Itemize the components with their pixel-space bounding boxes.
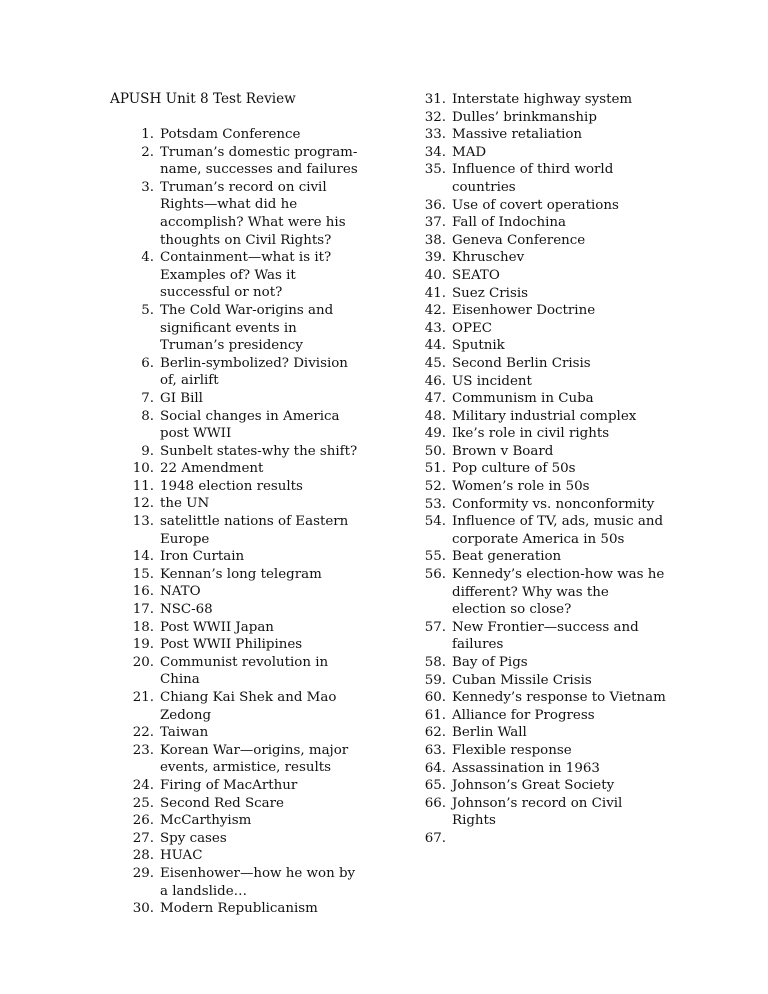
item-number: 4. (141, 250, 154, 266)
item-text: Firing of MacArthur (160, 777, 298, 793)
list-item (110, 795, 360, 813)
item-number: 37. (424, 215, 446, 231)
item-text: Berlin-symbolized? Division of, airlift (160, 355, 348, 389)
list-item (110, 355, 360, 390)
item-number: 43. (424, 320, 446, 336)
list-item (110, 144, 360, 179)
item-number: 57. (424, 619, 446, 635)
item-number: 20. (132, 654, 154, 670)
item-number: 16. (132, 584, 154, 600)
list-item (110, 636, 360, 654)
list-item (110, 548, 360, 566)
list-item (110, 179, 360, 249)
list-item (110, 742, 360, 777)
item-text: HUAC (160, 848, 203, 864)
item-text: Korean War—origins, major events, armistice, results (160, 742, 349, 776)
list-item (416, 443, 666, 461)
list-item (416, 390, 666, 408)
item-text: Ike’s role in civil rights (452, 426, 610, 442)
item-text: SEATO (452, 267, 500, 283)
item-number: 21. (132, 690, 154, 705)
item-text: Pop culture of 50s (452, 461, 576, 477)
list-item (416, 619, 666, 654)
item-number: 15. (132, 566, 154, 582)
item-number: 12. (132, 496, 154, 512)
list-item (416, 109, 666, 127)
list-item (416, 161, 666, 196)
list-item (416, 355, 666, 373)
item-number: 55. (424, 549, 446, 565)
item-text: Spy cases (160, 830, 227, 846)
item-number: 54. (424, 514, 446, 530)
list-item (416, 566, 666, 619)
item-number: 7. (141, 390, 154, 406)
item-number: 35. (424, 162, 446, 178)
item-text: Johnson’s record on Civil Rights (452, 795, 623, 829)
list-item (110, 126, 360, 144)
item-number: 31. (424, 92, 446, 107)
list-item (416, 320, 666, 338)
item-number: 30. (132, 901, 154, 917)
item-number: 50. (424, 443, 446, 459)
item-number: 64. (424, 760, 446, 776)
item-number: 1. (141, 127, 154, 142)
list-item (416, 478, 666, 496)
list-item (416, 91, 666, 109)
item-number: 58. (424, 655, 446, 670)
list-item (416, 267, 666, 285)
item-number: 40. (424, 267, 446, 283)
list-item (416, 144, 666, 162)
item-text: Conformity vs. nonconformity (452, 496, 655, 512)
item-number: 66. (424, 795, 446, 811)
item-text: Use of covert operations (452, 197, 619, 213)
list-item (110, 812, 360, 830)
item-text: Containment—what is it? Examples of? Was it successful or not? (160, 250, 332, 301)
list-item (110, 408, 360, 443)
item-number: 23. (132, 742, 154, 758)
item-text: Bay of Pigs (452, 655, 528, 670)
list-item (416, 197, 666, 215)
item-text: Iron Curtain (160, 549, 245, 565)
item-text: Women’s role in 50s (452, 479, 590, 495)
item-number: 39. (424, 250, 446, 266)
list-item (110, 619, 360, 637)
review-list-right (416, 91, 666, 848)
item-number: 22. (132, 725, 154, 741)
list-item (416, 513, 666, 548)
item-text: satelittle nations of Eastern Europe (160, 514, 349, 547)
item-number: 44. (424, 338, 446, 354)
item-text: Kennedy’s election-how was he different? Why was the election so close? (452, 567, 665, 618)
list-item (416, 460, 666, 478)
item-text: Interstate highway system (452, 92, 633, 107)
list-item (110, 390, 360, 408)
list-item (110, 478, 360, 496)
item-text: OPEC (452, 320, 493, 336)
item-number: 3. (141, 179, 154, 195)
list-item (416, 724, 666, 742)
list-item (110, 830, 360, 848)
item-number: 18. (132, 619, 154, 635)
item-text: Second Red Scare (160, 795, 284, 811)
item-text: the UN (160, 496, 210, 512)
item-text: NATO (160, 584, 201, 600)
item-number: 53. (424, 496, 446, 512)
item-text: Influence of third world countries (452, 162, 614, 195)
item-text: Communist revolution in China (160, 654, 329, 688)
list-item (416, 214, 666, 232)
item-number: 51. (424, 461, 446, 477)
list-item (416, 777, 666, 795)
list-item (416, 707, 666, 725)
item-number: 36. (424, 197, 446, 213)
item-text: The Cold War-origins and significant events in Truman’s presidency (160, 302, 334, 354)
item-text: Truman’s record on civil Rights—what did he accomplish? What were his thoughts on Civil Rights? (160, 179, 346, 248)
item-number: 62. (424, 725, 446, 741)
item-number: 56. (424, 567, 446, 583)
item-text: Assassination in 1963 (452, 760, 600, 776)
list-item (416, 232, 666, 250)
item-text: Eisenhower Doctrine (452, 303, 596, 319)
item-number: 6. (141, 355, 154, 371)
list-item (110, 777, 360, 795)
list-item (416, 795, 666, 830)
item-text: Eisenhower—how he won by a landslide… (160, 865, 356, 899)
item-text: Sunbelt states-why the shift? (160, 443, 358, 459)
item-number: 59. (424, 672, 446, 688)
item-number: 61. (424, 707, 446, 723)
item-number: 9. (141, 443, 154, 459)
list-item (110, 443, 360, 461)
item-text: Communism in Cuba (452, 391, 594, 407)
list-item (416, 249, 666, 267)
item-text: Modern Republicanism (160, 901, 318, 917)
list-item (110, 460, 360, 478)
item-text: Taiwan (160, 725, 209, 741)
item-text: Alliance for Progress (452, 707, 595, 723)
item-number: 13. (132, 514, 154, 530)
item-text: Suez Crisis (452, 285, 528, 301)
item-text: McCarthyism (160, 813, 252, 829)
list-item (416, 425, 666, 443)
item-number: 26. (132, 813, 154, 829)
item-text: Chiang Kai Shek and Mao Zedong (160, 690, 337, 723)
list-item (110, 495, 360, 513)
item-number: 49. (424, 426, 446, 442)
list-item (110, 249, 360, 302)
item-text: Fall of Indochina (452, 215, 567, 231)
item-text: Khruschev (452, 250, 525, 266)
item-text: Beat generation (452, 549, 562, 565)
item-text: Military industrial complex (452, 408, 637, 424)
item-number: 41. (424, 285, 446, 301)
list-item (110, 583, 360, 601)
list-item (416, 654, 666, 672)
list-item (416, 373, 666, 391)
list-item (416, 302, 666, 320)
item-text: Massive retaliation (452, 127, 583, 143)
list-item (110, 566, 360, 584)
item-number: 2. (141, 144, 154, 160)
item-text: Johnson’s Great Society (452, 778, 615, 794)
item-text: Post WWII Philipines (160, 637, 303, 653)
list-item (416, 672, 666, 690)
list-item (110, 513, 360, 548)
list-item (416, 496, 666, 514)
item-number: 48. (424, 408, 446, 424)
item-text: Post WWII Japan (160, 619, 274, 635)
item-number: 42. (424, 303, 446, 319)
item-number: 46. (424, 373, 446, 389)
item-number: 27. (132, 830, 154, 846)
item-number: 28. (132, 848, 154, 864)
item-number: 45. (424, 355, 446, 371)
item-number: 29. (132, 865, 154, 881)
item-text: Brown v Board (452, 443, 554, 459)
item-text: Social changes in America post WWII (160, 408, 340, 442)
list-item (110, 724, 360, 742)
item-number: 10. (132, 461, 154, 477)
item-text: Flexible response (452, 742, 572, 758)
list-item (416, 830, 666, 848)
list-item (416, 408, 666, 426)
item-text: GI Bill (160, 390, 203, 406)
item-number: 63. (424, 742, 446, 758)
item-text: Truman’s domestic program-name, successes and failures (160, 144, 358, 178)
item-number: 17. (132, 602, 154, 618)
item-text: Dulles’ brinkmanship (452, 109, 597, 125)
list-item (416, 760, 666, 778)
item-text: NSC-68 (160, 602, 213, 618)
list-item (416, 548, 666, 566)
item-number: 11. (132, 478, 154, 494)
list-item (416, 126, 666, 144)
list-item (110, 689, 360, 724)
right-review-list (416, 91, 666, 848)
item-number: 34. (424, 144, 446, 160)
item-number: 52. (424, 479, 446, 495)
item-text: US incident (452, 373, 532, 389)
item-number: 25. (132, 795, 154, 811)
left-review-list (110, 126, 360, 918)
item-number: 19. (132, 637, 154, 653)
item-text: Kennan’s long telegram (160, 566, 322, 582)
item-number: 8. (141, 408, 154, 424)
item-text: 1948 election results (160, 478, 303, 494)
list-item (110, 900, 360, 918)
item-text: New Frontier—success and failures (452, 619, 639, 653)
list-item (110, 601, 360, 619)
item-text: Sputnik (452, 338, 505, 354)
item-text: Geneva Conference (452, 232, 586, 248)
item-text (452, 830, 666, 848)
item-text: MAD (452, 144, 487, 160)
item-number: 5. (141, 302, 154, 318)
item-text: Potsdam Conference (160, 127, 301, 142)
list-item (110, 865, 360, 900)
list-item (416, 285, 666, 303)
list-item (110, 302, 360, 355)
item-number: 60. (424, 690, 446, 706)
item-text: Influence of TV, ads, music and corporate America in 50s (452, 514, 664, 547)
item-number: 38. (424, 232, 446, 248)
list-item (416, 689, 666, 707)
list-item (416, 337, 666, 355)
review-list-left (110, 126, 360, 918)
page-title: APUSH Unit 8 Test Review (110, 91, 296, 107)
item-text: Cuban Missile Crisis (452, 672, 592, 688)
list-item (416, 742, 666, 760)
list-item (110, 847, 360, 865)
item-number: 47. (424, 391, 446, 407)
item-text: Berlin Wall (452, 725, 527, 741)
item-text: 22 Amendment (160, 461, 264, 477)
item-number: 33. (424, 127, 446, 143)
item-number: 65. (424, 778, 446, 794)
list-item (110, 654, 360, 689)
item-number: 67. (424, 830, 446, 846)
item-number: 14. (132, 549, 154, 565)
item-text: Second Berlin Crisis (452, 355, 591, 371)
item-number: 24. (132, 777, 154, 793)
item-number: 32. (424, 109, 446, 125)
item-text: Kennedy’s response to Vietnam (452, 690, 666, 706)
